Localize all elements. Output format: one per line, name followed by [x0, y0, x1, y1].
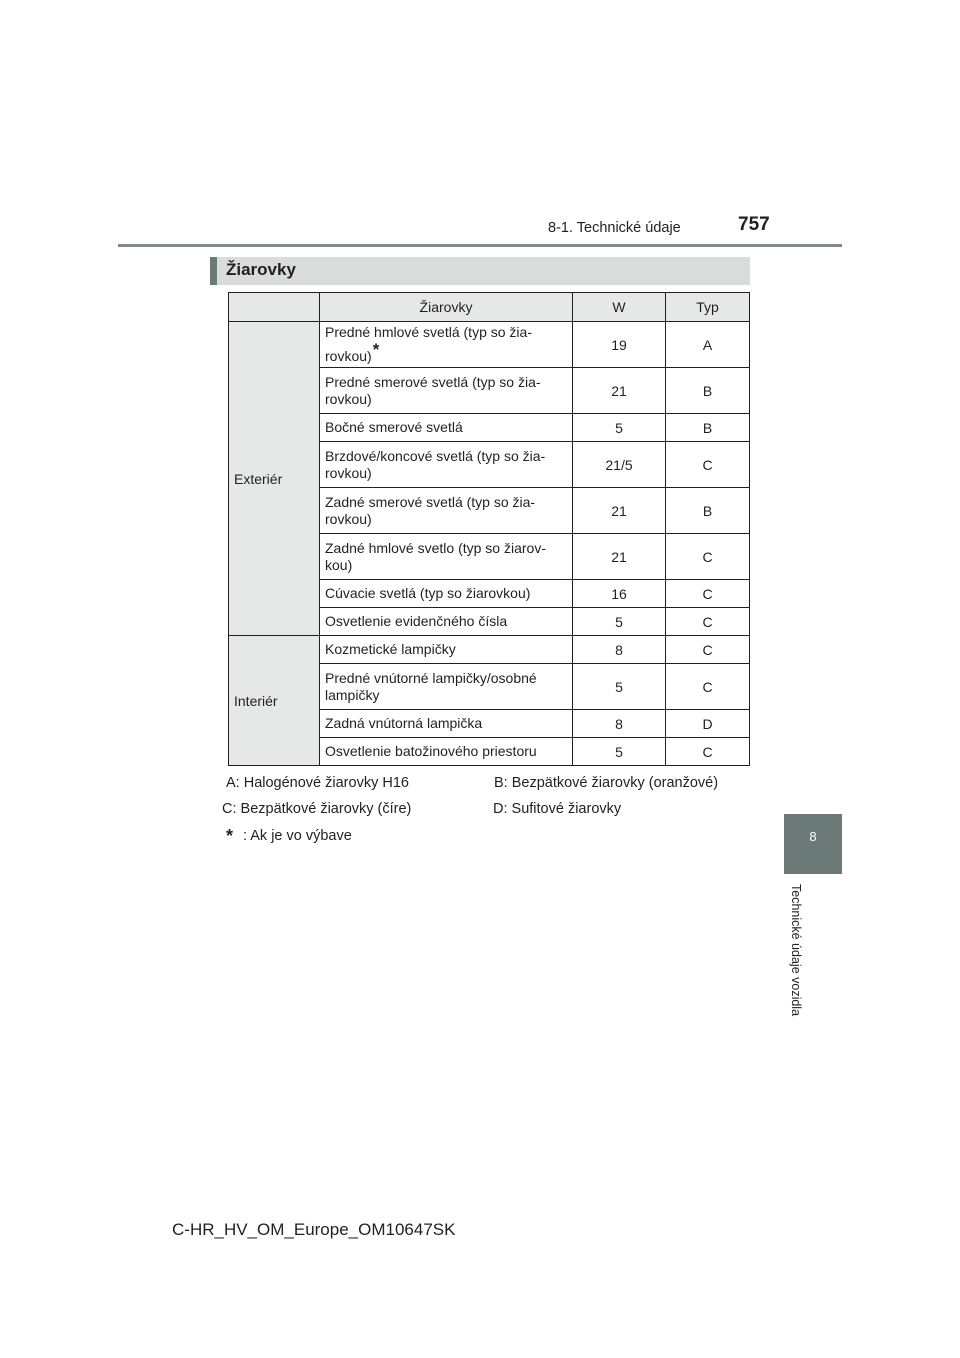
footnote-text: : Ak je vo výbave — [243, 828, 352, 844]
chapter-tab-label: Technické údaje vozidla — [789, 884, 803, 1017]
bulb-name: Predné vnútorné lampičky/osobné lampičky — [320, 664, 573, 710]
bulb-type: C — [666, 738, 750, 766]
bulb-watt: 8 — [573, 710, 666, 738]
chapter-tab — [784, 814, 842, 874]
header-section-title: 8-1. Technické údaje — [548, 220, 681, 236]
bulb-watt: 5 — [573, 608, 666, 636]
bulb-name: Zadné hmlové svetlo (typ so žiarov- kou) — [320, 534, 573, 580]
bulb-watt: 5 — [573, 738, 666, 766]
footnote-marker: * — [372, 340, 380, 359]
bulb-watt: 21 — [573, 534, 666, 580]
bulb-type: C — [666, 664, 750, 710]
bulb-name: Osvetlenie evidenčného čísla — [320, 608, 573, 636]
bulb-name: Kozmetické lampičky — [320, 636, 573, 664]
bulb-name: Predné smerové svetlá (typ so žia- rovkou) — [320, 368, 573, 414]
legend-d: D: Sufitové žiarovky — [493, 801, 622, 817]
bulb-type: B — [666, 368, 750, 414]
bulb-watt: 5 — [573, 414, 666, 442]
bulb-name: Bočné smerové svetlá — [320, 414, 573, 442]
page-number: 757 — [738, 214, 770, 235]
bulb-type: C — [666, 636, 750, 664]
bulb-type: D — [666, 710, 750, 738]
bulb-type: A — [666, 322, 750, 368]
group-label-interior: Interiér — [229, 636, 320, 766]
bulb-name: Zadná vnútorná lampička — [320, 710, 573, 738]
table-header-cell: Žiarovky — [320, 293, 573, 322]
bulb-type: C — [666, 442, 750, 488]
bulb-name: Cúvacie svetlá (typ so žiarovkou) — [320, 580, 573, 608]
bulb-watt: 21/5 — [573, 442, 666, 488]
legend-c: C: Bezpätkové žiarovky (číre) — [222, 801, 412, 817]
table-row — [229, 322, 750, 368]
bulb-watt: 19 — [573, 322, 666, 368]
chapter-tab-number: 8 — [809, 829, 817, 844]
bulb-name: Osvetlenie batožinového priestoru — [320, 738, 573, 766]
bulbs-table — [228, 292, 750, 766]
table-row — [229, 636, 750, 664]
bulb-name-text: Predné hmlové svetlá (typ so žia- rovkou) — [325, 324, 532, 364]
bulb-type: C — [666, 534, 750, 580]
section-heading — [210, 257, 750, 285]
document-footer-id: C-HR_HV_OM_Europe_OM10647SK — [172, 1220, 456, 1239]
section-heading-marker — [210, 257, 217, 285]
section-heading-text: Žiarovky — [226, 260, 296, 279]
legend-b: B: Bezpätkové žiarovky (oranžové) — [494, 775, 719, 791]
bulb-watt: 8 — [573, 636, 666, 664]
bulb-type: C — [666, 580, 750, 608]
bulb-watt: 21 — [573, 368, 666, 414]
table-header-cell: Typ — [666, 293, 750, 322]
table-header-row — [229, 293, 750, 322]
table-header-cell: W — [573, 293, 666, 322]
bulb-type: C — [666, 608, 750, 636]
bulb-watt: 16 — [573, 580, 666, 608]
table-header-cell — [229, 293, 320, 322]
bulb-name: Brzdové/koncové svetlá (typ so žia- rovkou) — [320, 442, 573, 488]
bulb-watt: 5 — [573, 664, 666, 710]
group-label-exterior: Exteriér — [229, 322, 320, 636]
bulb-watt: 21 — [573, 488, 666, 534]
header-divider — [118, 244, 842, 247]
footnote-marker: * — [226, 826, 234, 846]
legend-a: A: Halogénové žiarovky H16 — [226, 775, 409, 791]
bulb-type: B — [666, 414, 750, 442]
bulb-name: Zadné smerové svetlá (typ so žia- rovkou) — [320, 488, 573, 534]
bulb-name — [320, 322, 573, 368]
bulb-type: B — [666, 488, 750, 534]
